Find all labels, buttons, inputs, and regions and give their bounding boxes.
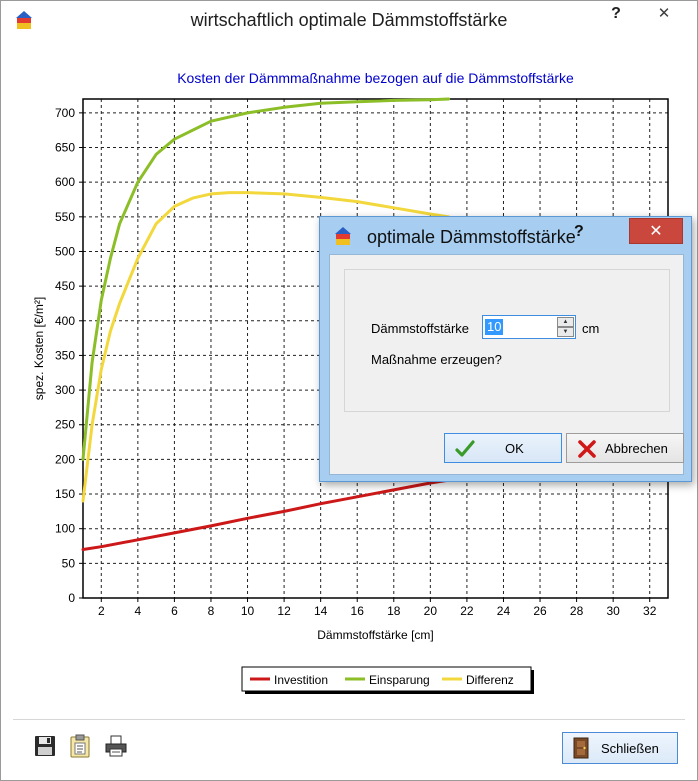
chart-title: Kosten der Dämmmaßnahme bezogen auf die Dämmstoffstärke [177,70,574,86]
x-tick-label: 10 [240,604,255,618]
window-title: wirtschaftlich optimale Dämmstoffstärke [190,10,508,30]
y-tick-label: 50 [61,556,75,571]
y-tick-label: 200 [54,452,75,467]
main-titlebar[interactable] [1,1,697,39]
y-tick-label: 0 [68,591,75,605]
separator [13,719,685,720]
help-button[interactable]: ? [611,5,621,22]
checkmark-icon [455,439,475,459]
x-axis-label: Dämmstoffstärke [cm] [317,628,434,642]
thickness-spinbox[interactable] [482,315,576,339]
optimal-thickness-dialog [319,216,692,482]
printer-icon[interactable] [104,734,128,758]
close-button-label: Schließen [601,740,659,756]
y-tick-label: 700 [54,105,75,120]
y-tick-label: 350 [54,348,75,363]
legend-label-einsparung: Einsparung [369,673,430,687]
unit-label: cm [582,321,600,336]
door-icon [573,737,589,759]
x-tick-label: 4 [134,604,142,618]
ok-button-label: OK [505,441,524,456]
y-tick-label: 650 [54,140,75,155]
legend-label-investition: Investition [274,673,329,687]
spin-up-icon[interactable]: ▲ [557,317,574,327]
thickness-value[interactable]: 10 [487,319,502,334]
cancel-button[interactable] [566,433,684,463]
y-tick-label: 400 [54,313,75,328]
dialog-close-button[interactable]: ✕ [629,218,683,244]
x-tick-label: 2 [97,604,105,618]
spin-down-icon[interactable]: ▼ [557,327,574,337]
y-tick-label: 550 [54,209,75,224]
y-tick-label: 600 [54,175,75,190]
ok-button[interactable] [444,433,562,463]
x-tick-label: 30 [606,604,620,618]
y-axis-label: spez. Kosten [€/m²] [32,296,46,401]
save-disk-icon[interactable] [33,734,57,758]
clipboard-icon[interactable] [68,734,92,758]
x-tick-label: 8 [207,604,215,618]
x-tick-label: 16 [350,604,364,618]
legend-label-differenz: Differenz [466,673,514,687]
window-close-button[interactable]: ✕ [657,5,671,22]
x-tick-label: 6 [171,604,178,618]
y-tick-label: 100 [54,521,75,536]
dialog-title: optimale Dämmstoffstärke [367,227,576,247]
x-tick-label: 28 [569,604,584,618]
x-tick-label: 14 [313,604,328,618]
house-logo-icon [334,226,352,246]
dialog-help-button[interactable]: ? [574,223,584,240]
x-tick-label: 18 [387,604,401,618]
x-tick-label: 12 [277,604,291,618]
close-button[interactable] [562,732,678,764]
dialog-group-box [344,269,670,412]
x-tick-label: 26 [533,604,547,618]
dialog-body [329,254,684,475]
y-tick-label: 450 [54,279,75,294]
y-tick-label: 500 [54,244,75,259]
y-tick-label: 250 [54,417,75,432]
y-tick-label: 300 [54,383,75,398]
red-x-icon [577,439,597,459]
x-tick-label: 32 [643,604,657,618]
cancel-button-label: Abbrechen [605,441,668,456]
x-tick-label: 24 [496,604,511,618]
create-measure-question: Maßnahme erzeugen? [371,352,502,367]
x-tick-label: 22 [460,604,474,618]
dialog-titlebar[interactable] [320,217,691,253]
y-tick-label: 150 [54,487,75,502]
thickness-label: Dämmstoffstärke [371,321,470,336]
x-tick-label: 20 [423,604,438,618]
